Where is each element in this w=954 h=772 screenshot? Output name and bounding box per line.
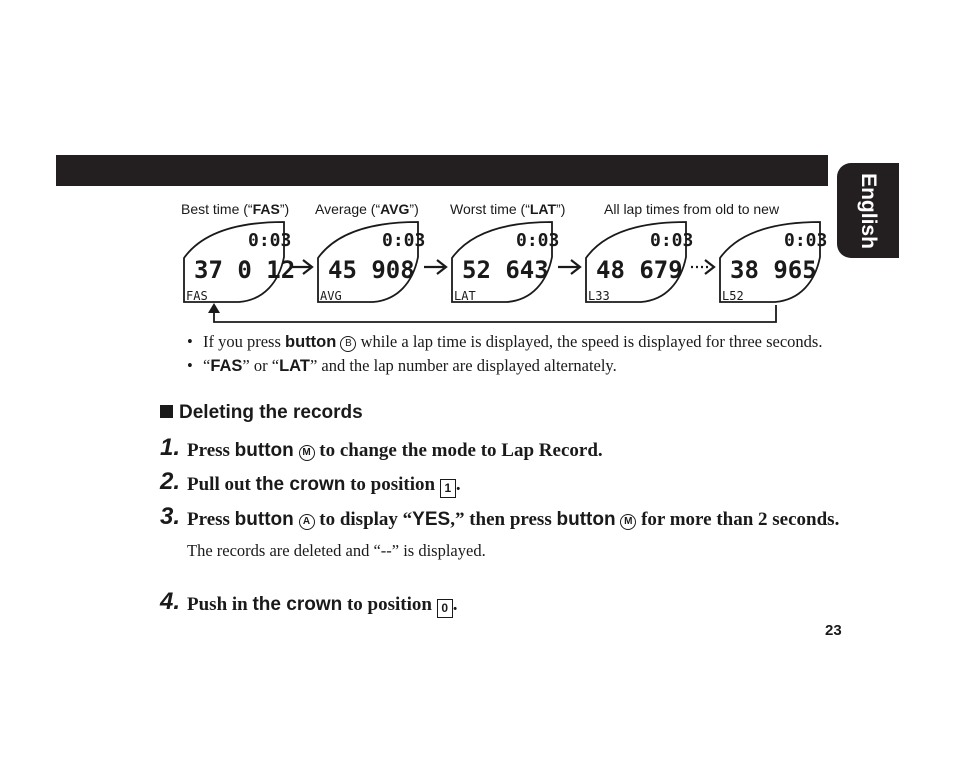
lcd-main-1: 37 0 12: [194, 256, 296, 284]
lcd-top-1: 0:03: [248, 230, 292, 251]
step-1: 1. Press button M to change the mode to Lap Record.: [160, 434, 603, 461]
notes-list: [187, 330, 827, 378]
watch-display-5: [720, 222, 827, 303]
language-tab[interactable]: English: [837, 163, 899, 258]
lcd-label-5: L52: [722, 289, 744, 303]
right-arrow-icon: [424, 260, 446, 274]
lcd-label-2: AVG: [320, 289, 342, 303]
watch-display-1: [184, 222, 295, 303]
caption-all-laps: All lap times from old to new: [604, 201, 780, 217]
section-heading: Deleting the records: [160, 402, 363, 424]
dotted-arrow-icon: [691, 260, 714, 274]
button-b-icon: B: [340, 336, 356, 352]
loop-back-arrow-icon: [208, 303, 776, 322]
lcd-top-3: 0:03: [516, 230, 560, 251]
lcd-main-2: 45 908: [328, 256, 415, 284]
right-arrow-icon: [558, 260, 580, 274]
lcd-label-1: FAS: [186, 289, 208, 303]
page-number: 23: [825, 622, 842, 639]
crown-position-icon: 1: [440, 479, 456, 498]
caption-best-time: Best time (“FAS”): [181, 201, 290, 217]
square-bullet-icon: [160, 405, 173, 418]
watch-display-4: [586, 222, 693, 303]
step-4: 4. Push in the crown to position 0 .: [160, 591, 840, 618]
crown-position-icon: 0: [437, 599, 453, 618]
button-m-icon: M: [299, 445, 315, 461]
lcd-main-3: 52 643: [462, 256, 549, 284]
button-a-icon: A: [299, 514, 315, 530]
lcd-top-4: 0:03: [650, 230, 694, 251]
note-item: • If you press button B while a lap time is displayed, the speed is displayed for three seconds.: [187, 332, 823, 351]
lcd-main-5: 38 965: [730, 256, 817, 284]
step-3-note: The records are deleted and “--” is displayed.: [187, 541, 486, 560]
watch-display-2: [318, 222, 425, 303]
watch-display-3: [452, 222, 559, 303]
lcd-label-4: L33: [588, 289, 610, 303]
caption-average: Average (“AVG”): [315, 201, 419, 217]
step-2: 2. Pull out the crown to position 1 .: [160, 471, 840, 498]
lcd-main-4: 48 679: [596, 256, 683, 284]
button-m-icon: M: [620, 514, 636, 530]
lcd-label-3: LAT: [454, 289, 476, 303]
caption-worst-time: Worst time (“LAT”): [450, 201, 566, 217]
lcd-top-5: 0:03: [784, 230, 828, 251]
lcd-top-2: 0:03: [382, 230, 426, 251]
step-3: 3. Press button A to display “YES,” then press button M for more than 2 seconds. The records are deleted and “--” is displayed.: [160, 506, 840, 564]
note-item: • “FAS” or “LAT” and the lap number are displayed alternately.: [187, 356, 617, 375]
